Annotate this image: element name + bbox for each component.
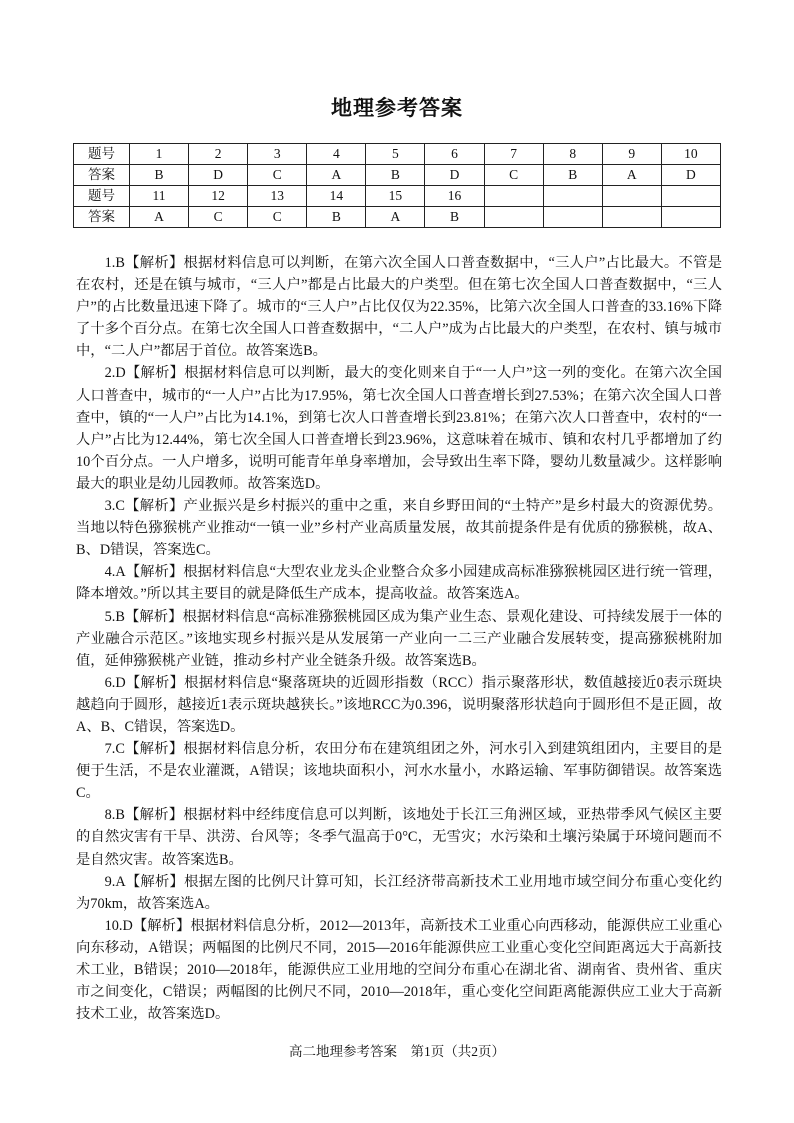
table-cell: 8 [543,144,602,165]
table-cell: 16 [425,186,484,207]
explanation-3: 3.C【解析】产业振兴是乡村振兴的重中之重，来自乡野田间的“土特产”是乡村最大的资源优势。当地以特色猕猴桃产业推动“一镇一业”乡村产业高质量发展，故其前提条件是有优质的猕猴桃，故A、B、D错误，答案选C。 [76,498,722,559]
table-cell: 5 [366,144,425,165]
table-cell: C [484,165,543,186]
table-cell: D [425,165,484,186]
table-row [74,165,721,186]
table-cell [543,207,602,228]
table-cell [602,186,661,207]
table-cell: A [602,165,661,186]
table-cell: 11 [130,186,189,207]
explanation-7: 7.C【解析】根据材料信息分析，农田分布在建筑组团之外，河水引入到建筑组团内，主要目的是便于生活，不是农业灌溉，A错误；该地块面积小，河水水量小，水路运输、军事防御错误。故答案选C。 [76,741,722,802]
table-cell [543,186,602,207]
row-header-cell: 答案 [74,207,130,228]
table-cell [484,186,543,207]
table-cell: 14 [307,186,366,207]
table-cell: 7 [484,144,543,165]
table-row [74,186,721,207]
explanations [76,252,722,1025]
table-cell [661,186,720,207]
table-cell: B [543,165,602,186]
table-cell: D [661,165,720,186]
explanation-10: 10.D【解析】根据材料信息分析，2012—2013年，高新技术工业重心向西移动，能源供应工业重心向东移动，A错误；两幅图的比例尺不同，2015—2016年能源供应工业重心变化空间距离远大于高新技术工业，B错误；2010—2018年，能源供应工业用地的空间分布重心在湖北省、湖南省、贵州省、重庆市之间变化，C错误；两幅图的比例尺不同，2010—2018年，重心变化空间距离能源供应工业大于高新技术工业，故答案选D。 [76,917,722,1023]
table-cell: B [366,165,425,186]
explanation-5: 5.B【解析】根据材料信息“高标准猕猴桃园区成为集产业生态、景观化建设、可持续发展于一体的产业融合示范区。”该地实现乡村振兴是从发展第一产业向一二三产业融合发展转变，提高猕猴桃附加值，延伸猕猴桃产业链，推动乡村产业全链条升级。故答案选B。 [76,608,722,669]
table-cell: C [248,207,307,228]
row-header-cell: 题号 [74,186,130,207]
row-header-cell: 题号 [74,144,130,165]
table-cell: 3 [248,144,307,165]
table-cell: 6 [425,144,484,165]
table-cell: B [425,207,484,228]
table-cell: B [307,207,366,228]
explanation-2: 2.D【解析】根据材料信息可以判断，最大的变化则来自于“一人户”这一列的变化。在第六次全国人口普查中，城市的“一人户”占比为17.95%，第七次全国人口普查增长到27.53%；在第六次全国人口普查中，镇的“一人户”占比为14.1%，到第七次人口普查增长到23.81%；在第六次人口普查中，农村的“一人户”占比为12.44%，第七次全国人口普查增长到23.96%，这意味着在城市、镇和农村几乎都增加了约10个百分点。一人户增多，说明可能青年单身率增加，会导致出生率下降，婴幼儿数量减少。这样影响最大的职业是幼儿园教师。故答案选D。 [76,365,722,492]
table-cell: A [366,207,425,228]
table-cell: 2 [189,144,248,165]
table-cell: C [248,165,307,186]
explanation-6: 6.D【解析】根据材料信息“聚落斑块的近圆形指数（RCC）指示聚落形状，数值越接近0表示斑块越趋向于圆形，越接近1表示斑块越狭长。”该地RCC为0.396，说明聚落形状趋向于圆形但不是正圆，故A、B、C错误，答案选D。 [76,674,722,735]
table-cell: 10 [661,144,720,165]
table-cell: 15 [366,186,425,207]
table-cell: 1 [130,144,189,165]
table-cell: A [307,165,366,186]
table-cell: 13 [248,186,307,207]
table-row [74,144,721,165]
table-cell: D [189,165,248,186]
table-row [74,207,721,228]
table-cell [484,207,543,228]
table-cell: A [130,207,189,228]
table-cell: 4 [307,144,366,165]
table-cell: 12 [189,186,248,207]
explanation-9: 9.A【解析】根据左图的比例尺计算可知，长江经济带高新技术工业用地市域空间分布重心变化约为70km，故答案选A。 [76,873,722,912]
table-cell: C [189,207,248,228]
explanation-4: 4.A【解析】根据材料信息“大型农业龙头企业整合众多小园建成高标准猕猴桃园区进行统一管理，降本增效。”所以其主要目的就是降低生产成本，提高收益。故答案选A。 [76,564,722,603]
explanation-1: 1.B【解析】根据材料信息可以判断，在第六次全国人口普查数据中，“三人户”占比最大。不管是在农村，还是在镇与城市，“三人户”都是占比最大的户类型。但在第七次全国人口普查数据中，“三人户”的占比数量迅速下降了。城市的“三人户”占比仅仅为22.35%，比第六次全国人口普查的33.16%下降了十多个百分点。在第七次全国人口普查数据中，“二人户”成为占比最大的户类型，在农村、镇与城市中，“二人户”都居于首位。故答案选B。 [76,255,722,360]
table-cell [602,207,661,228]
explanation-8: 8.B【解析】根据材料中经纬度信息可以判断，该地处于长江三角洲区域，亚热带季风气候区主要的自然灾害有干旱、洪涝、台风等；冬季气温高于0°C，无雪灾；水污染和土壤污染属于环境问题而不是自然灾害。故答案选B。 [76,807,722,868]
table-cell: B [130,165,189,186]
row-header-cell: 答案 [74,165,130,186]
page-footer: 高二地理参考答案 第1页（共2页） [289,1044,505,1059]
answer-table [73,143,721,228]
table-cell [661,207,720,228]
page-title: 地理参考答案 [331,96,463,120]
table-cell: 9 [602,144,661,165]
